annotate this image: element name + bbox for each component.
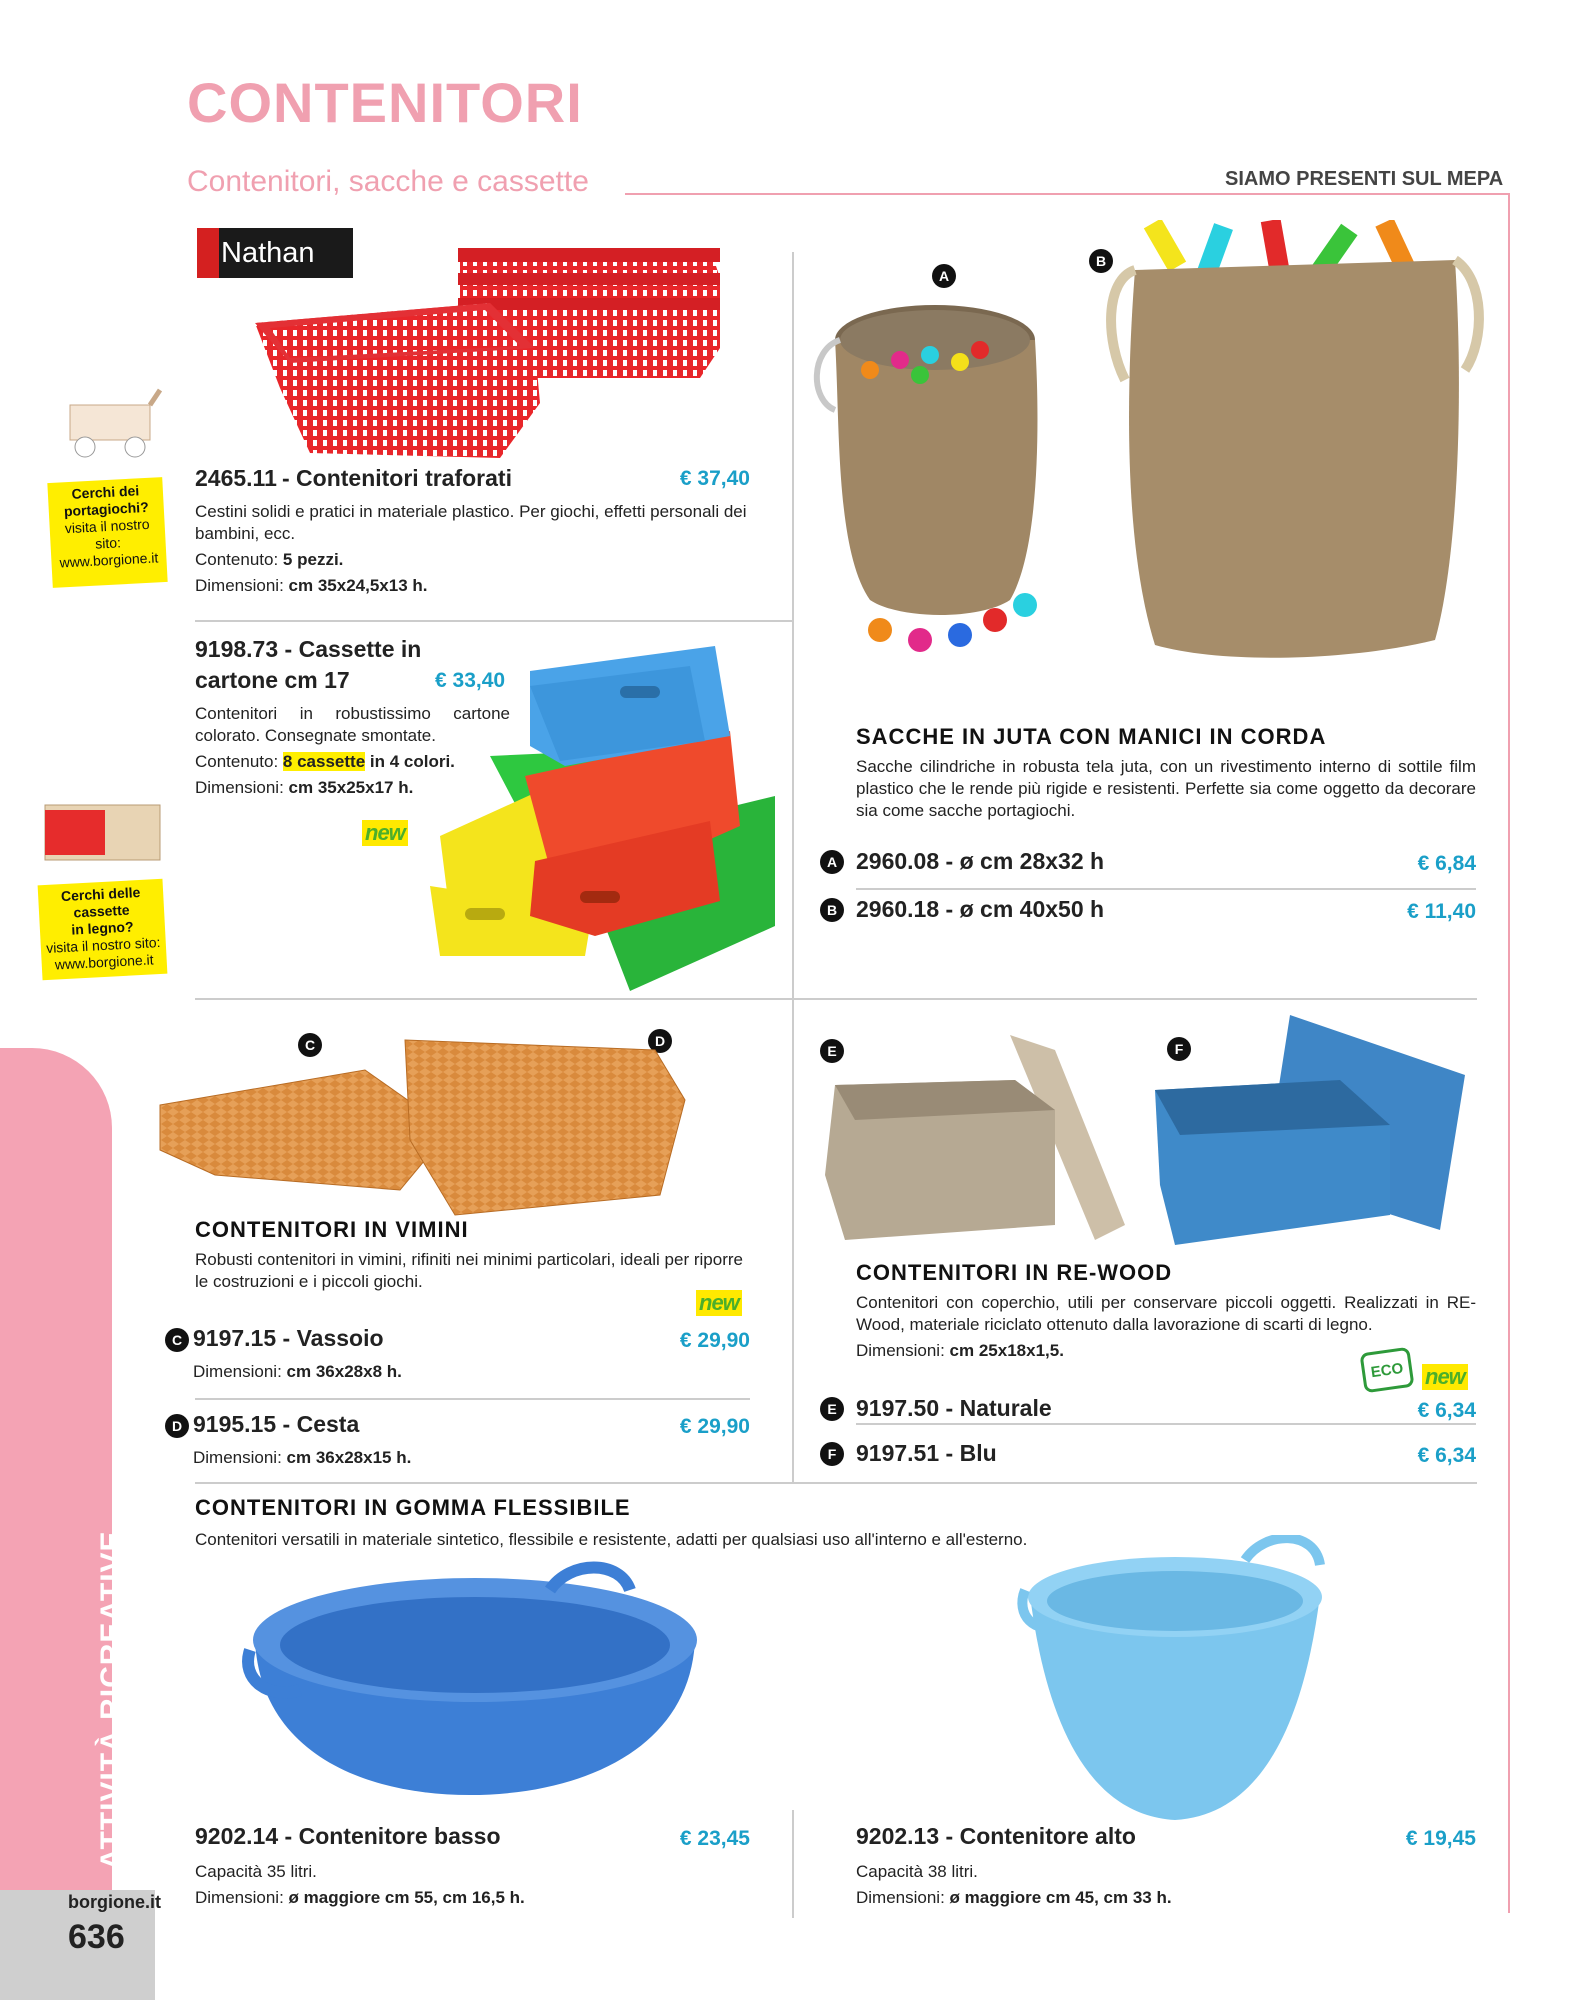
dimensions-value: cm 25x18x1,5. bbox=[949, 1341, 1064, 1360]
badge-a: A bbox=[932, 264, 956, 288]
product-size: ø cm 40x50 h bbox=[959, 896, 1105, 922]
new-badge: new bbox=[1422, 1364, 1468, 1390]
product-traforati: 2465.11 - Contenitori traforati € 37,40 Cestini solidi e pratici in materiale plastico. Per giochi, effetti personali dei bambini, ecc. Contenuto: 5 pezzi. Dimensioni: cm 35x24,5x13 h. bbox=[195, 465, 750, 595]
divider bbox=[195, 1482, 1477, 1484]
rewood-blue-image bbox=[1155, 1015, 1485, 1250]
divider bbox=[195, 998, 1477, 1000]
product-price: € 11,40 bbox=[1407, 900, 1476, 923]
product-desc: Sacche cilindriche in robusta tela juta, con un rivestimento interno di sottile film plastico che le rende più rigide e resistenti. Perfette sia come oggetto da decorare sia come sacche portagiochi. bbox=[856, 757, 1476, 820]
product-rewood: CONTENITORI IN RE-WOOD Contenitori con coperchio, utili per conservare piccoli oggetti. Realizzati in RE-Wood, materiale riciclato ottenuto dalla lavorazione di scarti di legno. Dimensioni: cm 25x18x1,5. bbox=[856, 1260, 1476, 1360]
product-code: 2465.11 bbox=[195, 465, 277, 491]
right-border-rule bbox=[1508, 193, 1510, 1913]
product-code: 9197.50 bbox=[856, 1395, 940, 1421]
product-vimini bbox=[195, 1217, 750, 1293]
capacity: Capacità 38 litri. bbox=[856, 1862, 978, 1881]
product-code: 2960.08 bbox=[856, 848, 940, 874]
product-price: € 23,45 bbox=[679, 1827, 750, 1850]
product-desc: Cestini solidi e pratici in materiale plastico. Per giochi, effetti personali dei bambini, ecc. bbox=[195, 502, 747, 543]
rewood-item-f: F 9197.51 - Blu € 6,34 bbox=[820, 1440, 1476, 1470]
product-name: Blu bbox=[959, 1440, 997, 1466]
product-code: 9198.73 bbox=[195, 636, 279, 662]
product-desc: Robusti contenitori in vimini, rifiniti nei minimi particolari, ideali per riporre le costruzioni e i piccoli giochi. bbox=[195, 1250, 743, 1291]
product-price: € 33,40 bbox=[435, 669, 506, 692]
product-price: € 29,90 bbox=[679, 1415, 750, 1438]
content-highlight: 8 cassette bbox=[282, 752, 366, 771]
wicker-baskets-image bbox=[155, 1020, 695, 1220]
capacity: Capacità 35 litri. bbox=[195, 1862, 317, 1881]
page-title: CONTENITORI bbox=[187, 71, 583, 134]
subtitle-rule bbox=[625, 193, 1510, 195]
product-desc: Contenitori in robustissimo cartone colorato. Consegnate smontate. bbox=[195, 704, 510, 745]
product-code: 9195.15 bbox=[193, 1411, 277, 1437]
flexible-tub-high-image bbox=[1015, 1535, 1335, 1825]
dimensions-value: ø maggiore cm 55, cm 16,5 h. bbox=[288, 1888, 525, 1907]
badge-f: F bbox=[1167, 1037, 1191, 1061]
product-price: € 6,84 bbox=[1417, 852, 1476, 875]
dimensions-value: cm 36x28x15 h. bbox=[286, 1448, 412, 1467]
site-url[interactable]: borgione.it bbox=[68, 1892, 161, 1912]
cardboard-boxes-image bbox=[430, 636, 780, 991]
sidebar-category: ATTIVITÀ RICREATIVE bbox=[95, 1530, 128, 1870]
dimensions-value: cm 35x25x17 h. bbox=[288, 778, 414, 797]
dimensions-value: cm 35x24,5x13 h. bbox=[288, 576, 428, 595]
section-heading: CONTENITORI IN RE-WOOD bbox=[856, 1260, 1173, 1285]
product-price: € 19,45 bbox=[1405, 1827, 1476, 1850]
promo-portagiochi[interactable]: Cerchi dei portagiochi? visita il nostro sito: www.borgione.it bbox=[47, 477, 167, 588]
product-price: € 37,40 bbox=[679, 467, 750, 490]
product-code: 9197.15 bbox=[193, 1325, 277, 1351]
juta-item-a: A 2960.08 - ø cm 28x32 h € 6,84 bbox=[820, 848, 1476, 878]
jute-bag-small-image bbox=[810, 300, 1070, 670]
new-badge: new bbox=[362, 820, 408, 846]
promo-link[interactable]: www.borgione.it bbox=[54, 951, 154, 973]
trolley-image bbox=[55, 385, 165, 465]
vimini-item-d: D 9195.15 - Cesta € 29,90 Dimensioni: cm 36x28x15 h. bbox=[165, 1411, 750, 1471]
section-heading: CONTENITORI IN GOMMA FLESSIBILE bbox=[195, 1495, 631, 1520]
divider bbox=[195, 620, 792, 622]
dimensions-value: cm 36x28x8 h. bbox=[286, 1362, 402, 1381]
wooden-box-image bbox=[40, 800, 165, 870]
product-code: 9202.13 bbox=[856, 1823, 940, 1849]
product-desc: Contenitori con coperchio, utili per conservare piccoli oggetti. Realizzati in RE-Wood, materiale riciclato ottenuto dalla lavorazione di scarti di legno. bbox=[856, 1293, 1476, 1334]
badge-b: B bbox=[1089, 249, 1113, 273]
promo-link[interactable]: www.borgione.it bbox=[59, 549, 159, 571]
red-baskets-image bbox=[250, 228, 720, 463]
nathan-logo: Nathan bbox=[197, 228, 353, 278]
product-price: € 6,34 bbox=[1417, 1444, 1476, 1467]
rewood-natural-image bbox=[815, 1025, 1135, 1245]
column-divider bbox=[792, 1810, 794, 1918]
promo-cassette-legno[interactable]: Cerchi delle cassette in legno? visita il nostro sito: www.borgione.it bbox=[38, 879, 168, 980]
divider bbox=[195, 1398, 750, 1400]
juta-item-b: B 2960.18 - ø cm 40x50 h € 11,40 bbox=[820, 896, 1476, 926]
new-badge: new bbox=[696, 1290, 742, 1316]
product-name: Naturale bbox=[959, 1395, 1052, 1421]
badge-c: C bbox=[298, 1033, 322, 1057]
product-name: Cesta bbox=[296, 1411, 360, 1437]
product-price: € 29,90 bbox=[679, 1329, 750, 1352]
product-cassette: 9198.73 - Cassette in cartone cm 17 € 33,40 Contenitori in robustissimo cartone colorato. Consegnate smontate. Contenuto: 8 cassette in 4 colori. Dimensioni: cm 35x25x17 h. bbox=[195, 636, 510, 797]
vimini-item-c: C 9197.15 - Vassoio € 29,90 Dimensioni: cm 36x28x8 h. bbox=[165, 1325, 750, 1385]
mepa-label: SIAMO PRESENTI SUL MEPA bbox=[1225, 168, 1504, 190]
jute-bag-large-image bbox=[1105, 220, 1485, 670]
gomma-item-alto: 9202.13 - Contenitore alto € 19,45 Capacità 38 litri. Dimensioni: ø maggiore cm 45, cm 33 h. bbox=[856, 1823, 1476, 1907]
content-value: 5 pezzi. bbox=[282, 550, 344, 569]
eco-badge: ECO bbox=[1359, 1347, 1414, 1394]
badge-e: E bbox=[820, 1039, 844, 1063]
badge-d: D bbox=[648, 1029, 672, 1053]
section-subtitle: Contenitori, sacche e cassette bbox=[187, 165, 589, 198]
section-heading: CONTENITORI IN VIMINI bbox=[195, 1217, 469, 1242]
product-name: Contenitore alto bbox=[959, 1823, 1136, 1849]
product-code: 2960.18 bbox=[856, 896, 940, 922]
product-code: 9197.51 bbox=[856, 1440, 940, 1466]
product-name: Contenitore basso bbox=[298, 1823, 501, 1849]
product-code: 9202.14 bbox=[195, 1823, 279, 1849]
rewood-item-e: E 9197.50 - Naturale € 6,34 bbox=[820, 1395, 1476, 1425]
gomma-item-basso: 9202.14 - Contenitore basso € 23,45 Capacità 35 litri. Dimensioni: ø maggiore cm 55, cm 16,5 h. bbox=[195, 1823, 750, 1907]
dimensions-value: ø maggiore cm 45, cm 33 h. bbox=[949, 1888, 1172, 1907]
section-heading: SACCHE IN JUTA CON MANICI IN CORDA bbox=[856, 724, 1327, 749]
product-name: Contenitori traforati bbox=[296, 465, 512, 491]
column-divider bbox=[792, 252, 794, 1482]
flexible-tub-low-image bbox=[240, 1560, 710, 1800]
product-juta bbox=[856, 724, 1476, 822]
page-number: 636 bbox=[68, 1918, 125, 1956]
product-size: ø cm 28x32 h bbox=[959, 848, 1105, 874]
sidebar-section: CONTENITORI bbox=[120, 1555, 169, 1880]
product-name: Vassoio bbox=[296, 1325, 384, 1351]
divider bbox=[856, 888, 1476, 890]
product-name: cartone cm 17 bbox=[195, 667, 350, 693]
product-desc: Contenitori versatili in materiale sintetico, flessibile e resistente, adatti per qualsiasi uso all'interno e all'esterno. bbox=[195, 1530, 1028, 1549]
product-price: € 6,34 bbox=[1417, 1399, 1476, 1422]
